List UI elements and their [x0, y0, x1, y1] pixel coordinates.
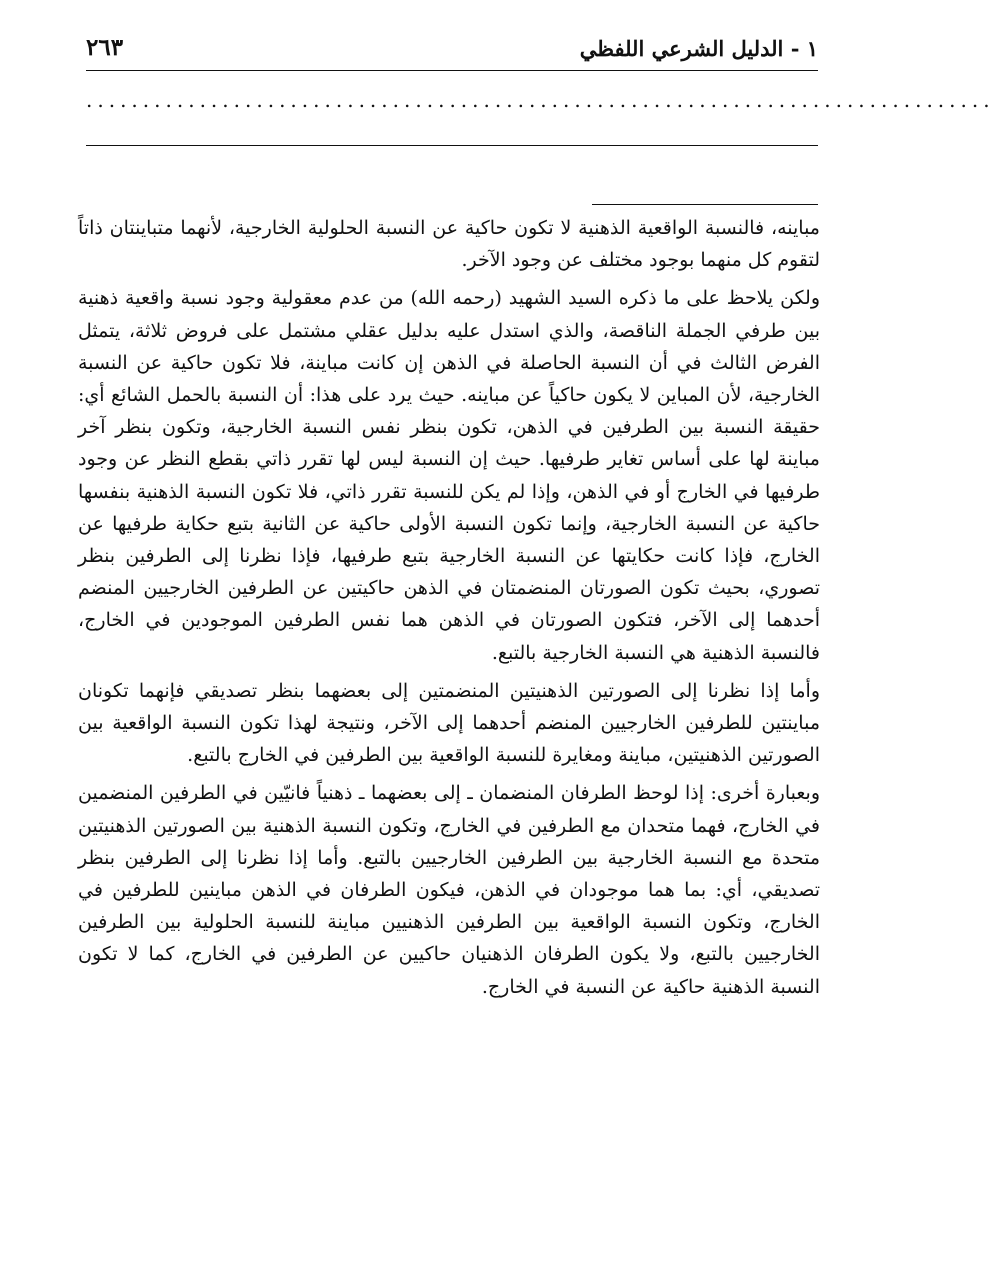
- header-rule: [86, 70, 818, 71]
- paragraph: وأما إذا نظرنا إلى الصورتين الذهنيتين المنضمتين إلى بعضهما بنظر تصديقي فإنهما تكونان مباينتين للطرفين الخارجيين المنضم أحدهما إلى الآخر، ونتيجة لهذا تكون النسبة الواقعية بين الصورتين الذهنيتين، مباينة ومغايرة للنسبة الواقعية بين الطرفين في الخارج بالتبع.: [78, 679, 820, 767]
- footnote-rule: [592, 204, 818, 205]
- paragraph: ولكن يلاحظ على ما ذكره السيد الشهيد (رحمه الله) من عدم معقولية وجود نسبة واقعية ذهنية بين طرفي الجملة الناقصة، والذي استدل عليه بدليل عقلي مشتمل على فروض ثلاثة، يتمثل الفرض الثالث في أن النسبة الحاصلة في الذهن إن كانت مباينة، فلا تكون حاكية عن النسبة الخارجية، لأن المباين لا يكون حاكياً عن مباينه. حيث يرد على هذا: أن النسبة بالحمل الشائع أي: حقيقة النسبة بين الطرفين في الذهن، تكون بنظر نفس النسبة الخارجية، وتكون بنظر آخر مباينة لها على أساس تغاير طرفيها. حيث إن النسبة ليس لها تقرر ذاتي بقطع النظر عن وجود طرفيها في الخارج أو في الذهن، وإذا لم يكن للنسبة تقرر ذاتي، فلا تكون النسبة الذهنية بنفسها حاكية عن النسبة الخارجية، وإنما تكون النسبة الأولى حاكية عن الثانية بتبع حكاية طرفيها عن الخارج، فإذا كانت حكايتها عن النسبة الخارجية بتبع طرفيها، فإذا نظرنا إلى الطرفين بنظر تصوري، بحيث تكون الصورتان المنضمتان في الذهن حاكيتين عن الطرفين الخارجيين المنضم أحدهما إلى الآخر، فتكون الصورتان في الذهن هما نفس الطرفين الموجودين في الخارج، فالنسبة الذهنية هي النسبة الخارجية بالتبع.: [78, 287, 820, 664]
- page-number: ٢٦٣: [86, 34, 124, 61]
- dotted-separator: ................................................................................: [86, 88, 995, 112]
- paragraph: مباينه، فالنسبة الواقعية الذهنية لا تكون حاكية عن النسبة الحلولية الخارجية، لأنهما متباينتان ذاتاً لتقوم كل منهما بوجود مختلف عن وجود الآخر.: [78, 217, 820, 272]
- page-header: [86, 28, 818, 68]
- body-text: [78, 212, 820, 1003]
- running-title: ١ - الدليل الشرعي اللفظي: [579, 36, 818, 61]
- paragraph: وبعبارة أخرى: إذا لوحظ الطرفان المنضمان ـ إلى بعضهما ـ ذهنياً فانيّين في الطرفين المنضمين في الخارج، فهما متحدان مع الطرفين في الخارج، وتكون النسبة الذهنية بين الصورتين الذهنيتين متحدة مع النسبة الخارجية بين الطرفين الخارجيين بالتبع. وأما إذا نظرنا إلى الطرفين بنظر تصديقي، أي: بما هما موجودان في الذهن، فيكون الطرفان في الذهن مباينين للطرفين في الخارج، وتكون النسبة الواقعية بين الطرفين الذهنيين مباينة للنسبة الحلولية بين الطرفين الخارجيين بالتبع، ولا يكون الطرفان الذهنيان حاكيين عن الطرفين في الخارج، كما لا تكون النسبة الذهنية حاكية عن النسبة في الخارج.: [78, 782, 820, 998]
- section-rule: [86, 145, 818, 146]
